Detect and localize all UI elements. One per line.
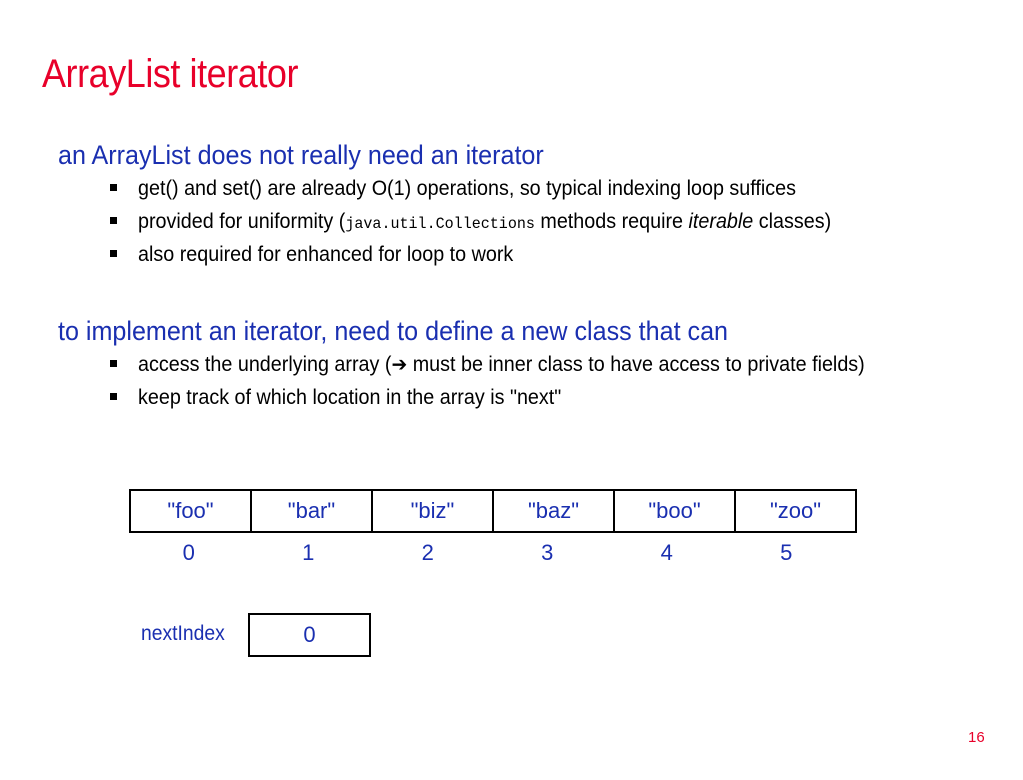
section-heading: an ArrayList does not really need an iterator — [58, 140, 544, 170]
array-index: 3 — [541, 540, 554, 565]
next-index-label: nextIndex — [141, 622, 225, 645]
bullet-item — [58, 172, 875, 205]
section-heading: to implement an iterator, need to define a new class that can — [58, 316, 729, 346]
array-diagram — [129, 489, 857, 533]
bullet-text-prefix: provided for uniformity ( — [138, 210, 346, 233]
square-bullet-icon — [110, 217, 117, 224]
slide-title: ArrayList iterator — [42, 52, 298, 96]
bullet-text — [138, 205, 831, 241]
bullet-text: get() and set() are already O(1) operations, so typical indexing loop suffices — [138, 177, 796, 200]
bullet-text-suffix: must be inner class to have access to private fields) — [407, 353, 865, 376]
bullet-list — [58, 348, 911, 414]
array-cell: "baz" — [493, 490, 614, 532]
array-index-row — [129, 536, 846, 570]
array-cell: "foo" — [130, 490, 251, 532]
square-bullet-icon — [110, 360, 117, 367]
bullet-item — [58, 238, 875, 271]
array-cell: "zoo" — [735, 490, 856, 532]
array-index: 1 — [302, 540, 315, 565]
page-number: 16 — [968, 729, 985, 746]
bullet-item — [58, 381, 911, 414]
array-index: 2 — [421, 540, 434, 565]
square-bullet-icon — [110, 184, 117, 191]
bullet-list — [58, 172, 875, 271]
bullet-text-middle: methods require — [534, 210, 689, 233]
section-uniformity — [58, 140, 875, 271]
array-index: 4 — [660, 540, 673, 565]
square-bullet-icon — [110, 250, 117, 257]
bullet-text-suffix: classes) — [753, 210, 832, 233]
square-bullet-icon — [110, 393, 117, 400]
array-index: 5 — [780, 540, 793, 565]
bullet-text-prefix: access the underlying array ( — [138, 353, 392, 376]
emphasis-text: iterable — [688, 210, 754, 233]
array-cell: "bar" — [251, 490, 372, 532]
bullet-text — [138, 348, 865, 382]
next-index-box: 0 — [248, 613, 371, 657]
bullet-item — [58, 348, 911, 381]
bullet-text: keep track of which location in the array is "next" — [138, 386, 562, 409]
array-index: 0 — [182, 540, 195, 565]
right-arrow-icon: ➔ — [391, 354, 408, 376]
section-implementation — [58, 316, 911, 414]
array-row — [130, 490, 856, 532]
bullet-text: also required for enhanced for loop to work — [138, 243, 514, 266]
bullet-item — [58, 205, 875, 238]
code-text: java.util.Collections — [345, 215, 535, 233]
array-cell: "boo" — [614, 490, 735, 532]
array-cell: "biz" — [372, 490, 493, 532]
